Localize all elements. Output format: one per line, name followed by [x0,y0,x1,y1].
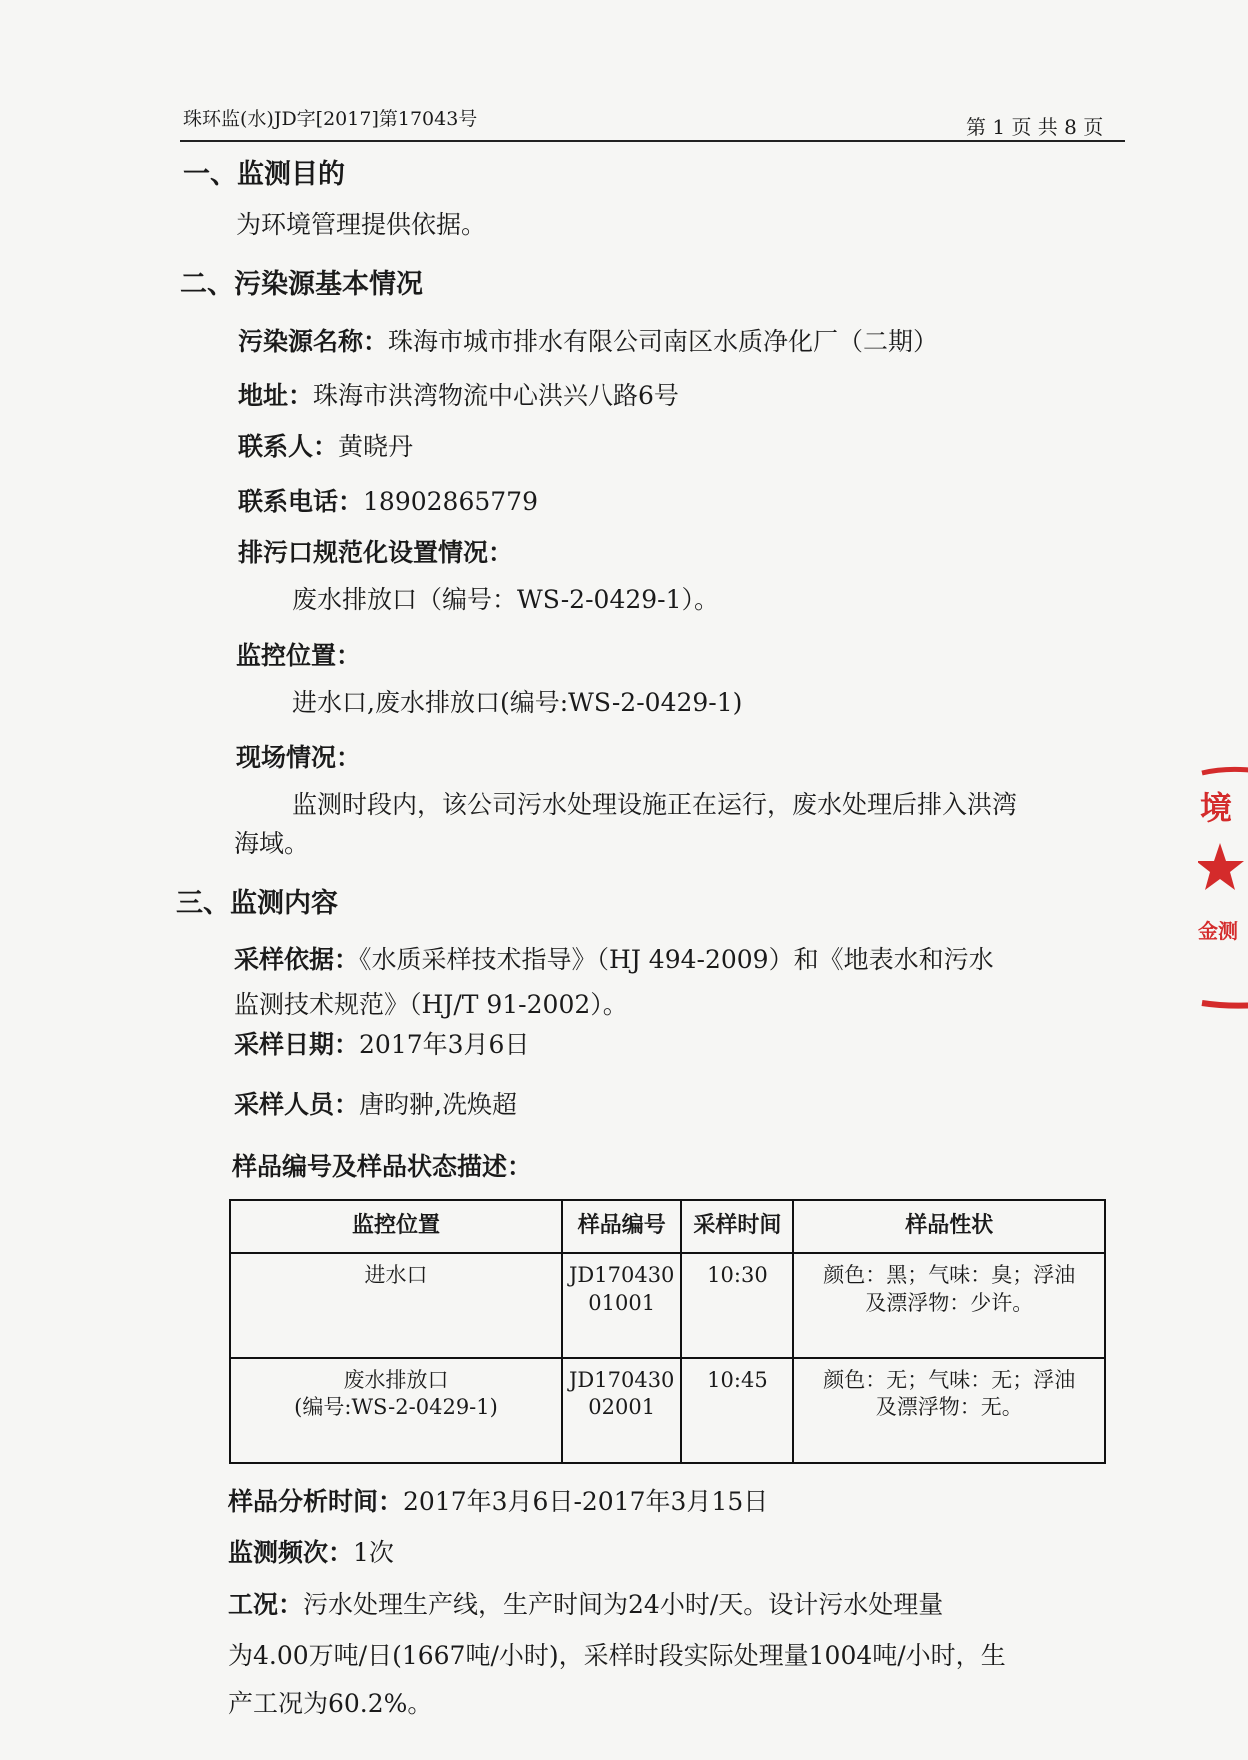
address: 地址：珠海市洪湾物流中心洪兴八路6号 [238,381,679,410]
header-rule [180,140,1125,142]
seal-char-2: 金测 [1198,919,1238,943]
site-condition-label: 现场情况： [236,743,362,772]
section-1-title: 一、监测目的 [183,159,345,190]
sampling-date: 采样日期：2017年3月6日 [234,1030,530,1059]
analysis-time: 样品分析时间：2017年3月6日-2017年3月15日 [228,1487,769,1516]
section-2-title: 二、污染源基本情况 [180,269,423,300]
pollution-source-name: 污染源名称：珠海市城市排水有限公司南区水质净化厂（二期） [238,327,939,356]
table-row [230,1358,1105,1463]
samples-table [229,1199,1106,1464]
outlet-value: 废水排放口（编号：WS-2-0429-1）。 [292,585,720,614]
samples-label: 样品编号及样品状态描述： [232,1152,533,1181]
col-sample-id: 样品编号 [562,1200,681,1253]
sampling-staff: 采样人员：唐昀翀,冼焕超 [234,1090,517,1119]
col-sample-time: 采样时间 [681,1200,793,1253]
section-3-title: 三、监测内容 [176,888,338,919]
work-condition-line3: 产工况为60.2%。 [228,1689,433,1718]
page-number: 第 1 页 共 8 页 [966,115,1104,139]
monitor-position-value: 进水口,废水排放口(编号:WS-2-0429-1) [292,688,743,717]
table-header-row [230,1200,1105,1253]
row-sample-time: 10:30 [681,1253,793,1358]
row-sample-time: 10:45 [681,1358,793,1463]
col-position: 监控位置 [230,1200,562,1253]
section-1-text: 为环境管理提供依据。 [236,210,487,239]
col-sample-desc: 样品性状 [793,1200,1105,1253]
sampling-basis-line2: 监测技术规范》（HJ/T 91-2002）。 [234,990,628,1019]
doc-number: 珠环监(水)JD字[2017]第17043号 [183,108,478,130]
seal-char-1: 境 [1200,789,1233,827]
contact-person: 联系人：黄晓丹 [238,432,414,461]
contact-phone: 联系电话：18902865779 [238,487,538,516]
official-seal [1198,765,1248,1010]
monitor-frequency: 监测频次：1次 [228,1538,394,1567]
row-position: 废水排放口 (编号:WS-2-0429-1) [230,1358,562,1463]
outlet-label: 排污口规范化设置情况： [238,538,514,567]
row-sample-desc: 颜色：黑；气味：臭；浮油 及漂浮物：少许。 [793,1253,1105,1358]
table-row [230,1253,1105,1358]
site-condition-line2: 海域。 [234,829,310,858]
work-condition-line1: 工况：污水处理生产线，生产时间为24小时/天。设计污水处理量 [228,1590,944,1619]
monitor-position-label: 监控位置： [236,641,362,670]
sampling-basis-line1: 采样依据：《水质采样技术指导》（HJ 494-2009）和《地表水和污水 [234,945,994,974]
work-condition-line2: 为4.00万吨/日(1667吨/小时)，采样时段实际处理量1004吨/小时，生 [228,1641,1006,1670]
row-position: 进水口 [230,1253,562,1358]
site-condition-line1: 监测时段内，该公司污水处理设施正在运行，废水处理后排入洪湾 [292,790,1018,819]
row-sample-desc: 颜色：无；气味：无；浮油 及漂浮物：无。 [793,1358,1105,1463]
row-sample-id: JD170430 01001 [562,1253,681,1358]
row-sample-id: JD170430 02001 [562,1358,681,1463]
